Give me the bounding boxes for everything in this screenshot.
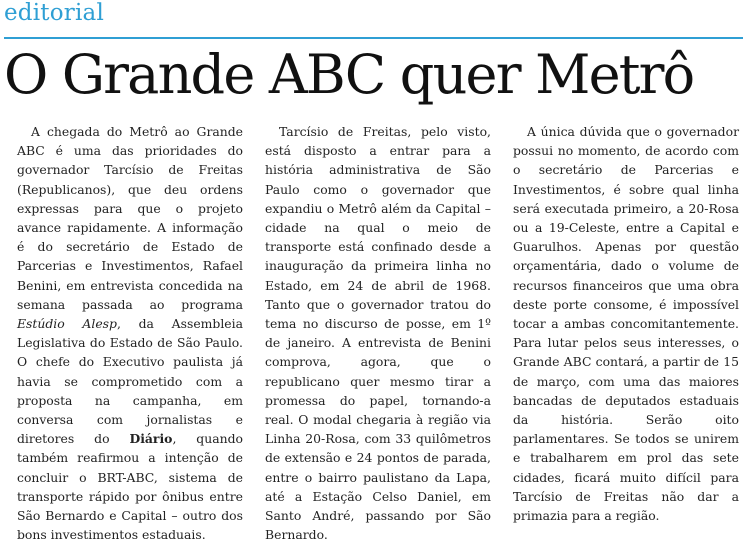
text-run: A chegada do Metrô ao Grande ABC é uma das prioridades do governador Tarcísio de Freitas (Republicanos), que deu ordens expressas para que o projeto avance rapidamente. A informação é do secretário de Estado de Parcerias e Investimentos, Rafael Benini, em entrevista concedida na semana passada ao programa <box>17 124 243 312</box>
section-label: editorial <box>4 0 104 26</box>
article-column-1 <box>17 122 243 543</box>
text-run: A única dúvida que o governador possui no momento, de acordo com o secretário de Parcerias e Investimentos, é sobre qual linha será executada primeiro, a 20-Rosa ou a 19-Celeste, entre a Capital e Guarulhos. Apenas por questão orçamentária, dado o volume de recursos financeiros que uma obra deste porte consome, é impossível tocar a ambas concomitantemente. Para lutar pelos seus interesses, o Grande ABC contará, a partir de 15 de março, com uma das maiores bancadas de deputados estaduais da história. Serão oito parlamentares. Se todos se unirem e trabalharem em prol das sete cidades, ficará muito difícil para Tarcísio de Freitas não dar a primazia para a região. <box>513 124 739 524</box>
text-run: Tarcísio de Freitas, pelo visto, está disposto a entrar para a história administrativa de São Paulo como o governador que expandiu o Metrô além da Capital – cidade na qual o meio de transporte está confinado desde a inauguração da primeira linha no Estado, em 24 de abril de 1968. Tanto que o governador tratou do tema no discurso de posse, em 1º de janeiro. A entrevista de Benini comprova, agora, que o republicano quer mesmo tirar a promessa do papel, tornando-a real. O modal chegaria à região via Linha 20-Rosa, com 33 quilômetros de extensão e 24 pontos de parada, entre o bairro paulistano da Lapa, até a Estação Celso Daniel, em Santo André, passando por São Bernardo. <box>265 124 491 543</box>
italic-run: Estúdio Alesp <box>17 316 117 332</box>
text-run: , quando também reafirmou a intenção de concluir o BRT-ABC, sistema de transporte rápido por ônibus entre São Bernardo e Capital – outro dos bons investimentos estaduais. <box>17 431 243 543</box>
article-column-2 <box>265 122 491 543</box>
text-run: , da Assembleia Legislativa do Estado de São Paulo. O chefe do Executivo paulista já havia se comprometido com a proposta na campanha, em conversa com jornalistas e diretores do <box>17 316 243 447</box>
paragraph-1 <box>17 122 243 544</box>
paragraph-2 <box>265 122 491 544</box>
article-column-3 <box>513 122 739 524</box>
section-divider <box>4 37 743 39</box>
paragraph-3 <box>513 122 739 525</box>
bold-run: Diário <box>129 431 173 447</box>
headline: O Grande ABC quer Metrô <box>4 43 694 106</box>
article-body <box>17 122 739 543</box>
